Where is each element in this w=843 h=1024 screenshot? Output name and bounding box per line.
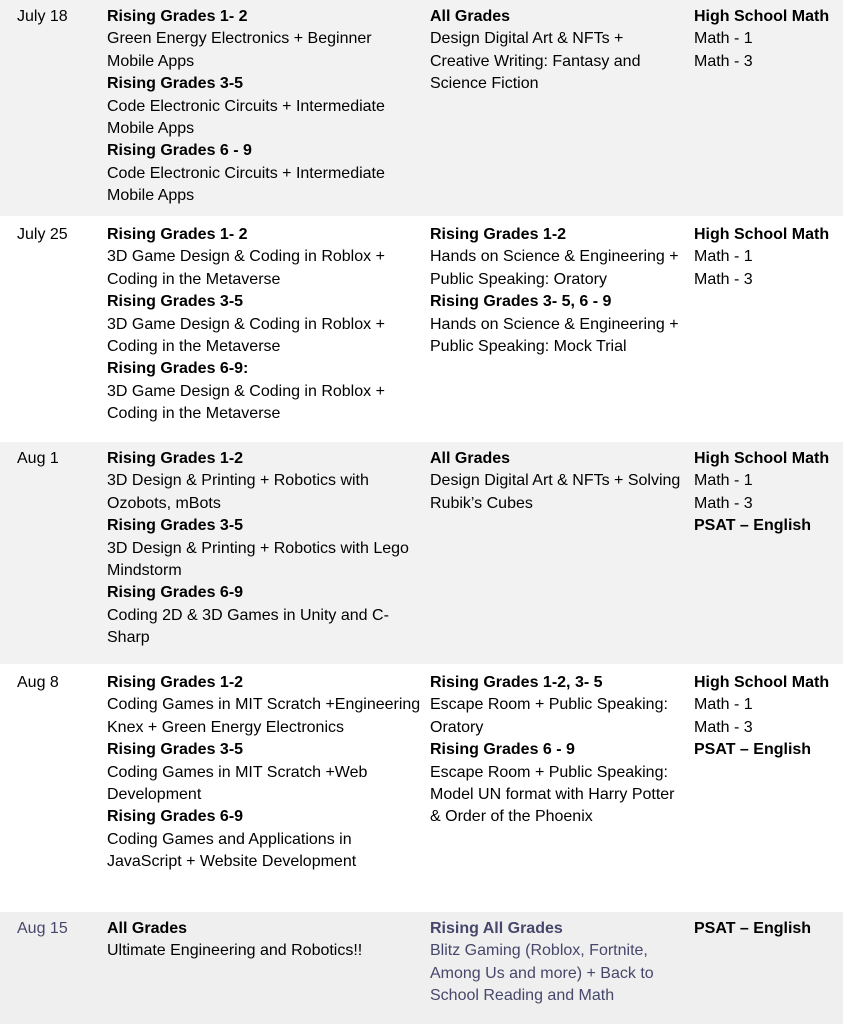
column-b (430, 0, 694, 216)
group-heading: All Grades (107, 920, 188, 937)
course-text: 3D Design & Printing + Robotics with Ozobots, mBots (107, 472, 369, 512)
schedule-row-july-18 (0, 0, 843, 218)
course-text: 3D Design & Printing + Robotics with Lego Mindstorm (107, 539, 409, 580)
group-heading: PSAT – English (694, 517, 812, 535)
group-heading: Rising Grades 6-9: (107, 360, 249, 378)
group-heading: High School Math (694, 450, 830, 467)
course-text: Escape Room + Public Speaking: Oratory (430, 696, 668, 736)
group-heading: Rising Grades 6-9 (107, 584, 244, 602)
group-heading: Rising Grades 1-2 (107, 450, 244, 467)
group-heading: PSAT – English (694, 920, 812, 937)
column-c (694, 442, 843, 664)
course-text: Coding 2D & 3D Games in Unity and C-Sharp (107, 606, 389, 647)
course-text: Green Energy Electronics + Beginner Mobile Apps (107, 30, 372, 70)
column-b (430, 912, 694, 1024)
schedule-row-july-25 (0, 218, 843, 442)
week-date (0, 0, 107, 216)
course-line: Math - 3 (694, 718, 753, 736)
column-a (107, 0, 430, 216)
column-c (694, 218, 843, 440)
group-heading: Rising Grades 1- 2 (107, 8, 248, 25)
column-a (107, 442, 430, 664)
column-b (430, 442, 694, 664)
week-date-text: Aug 8 (17, 674, 59, 691)
column-b (430, 666, 694, 910)
group-heading: Rising Grades 6 - 9 (107, 142, 252, 160)
course-text: Ultimate Engineering and Robotics!! (107, 942, 363, 960)
schedule-row-aug-8 (0, 666, 843, 912)
column-c (694, 912, 843, 1024)
course-text: 3D Game Design & Coding in Roblox + Coding in the Metaverse (107, 248, 385, 288)
course-line: Math - 1 (694, 30, 753, 48)
week-date-text: July 18 (17, 8, 68, 25)
course-text: 3D Game Design & Coding in Roblox + Coding in the Metaverse (107, 382, 385, 423)
course-line: Math - 3 (694, 270, 753, 288)
column-a (107, 912, 430, 1024)
group-heading: Rising Grades 3- 5, 6 - 9 (430, 293, 612, 311)
course-text: Design Digital Art & NFTs + Solving Rubik’s Cubes (430, 472, 681, 512)
course-text: Code Electronic Circuits + Intermediate Mobile Apps (107, 164, 385, 205)
group-heading: Rising Grades 1- 2 (107, 226, 248, 243)
week-date (0, 218, 107, 440)
schedule-row-aug-15 (0, 912, 843, 1024)
course-text: Coding Games and Applications in JavaScript + Website Development (107, 830, 357, 871)
group-heading: All Grades (430, 450, 511, 467)
course-text: Hands on Science & Engineering + Public Speaking: Mock Trial (430, 315, 679, 356)
group-heading: All Grades (430, 8, 511, 25)
column-a (107, 666, 430, 910)
course-line: Math - 1 (694, 248, 753, 266)
group-heading: High School Math (694, 674, 830, 691)
group-heading: Rising Grades 1-2, 3- 5 (430, 674, 603, 691)
group-heading: High School Math (694, 8, 830, 25)
schedule-row-aug-1 (0, 442, 843, 666)
week-date (0, 666, 107, 910)
course-text: 3D Game Design & Coding in Roblox + Coding in the Metaverse (107, 315, 385, 356)
course-line: Math - 3 (694, 52, 753, 70)
group-heading: Rising All Grades (430, 920, 563, 937)
course-line: Math - 1 (694, 696, 753, 714)
course-text: Escape Room + Public Speaking: Model UN format with Harry Potter & Order of the Phoenix (430, 763, 675, 826)
column-a (107, 218, 430, 440)
group-heading: Rising Grades 3-5 (107, 517, 244, 535)
week-date (0, 442, 107, 664)
group-heading: Rising Grades 6 - 9 (430, 741, 575, 759)
course-text: Blitz Gaming (Roblox, Fortnite, Among Us and more) + Back to School Reading and Math (430, 942, 654, 1005)
group-heading: Rising Grades 6-9 (107, 808, 244, 826)
group-heading: PSAT – English (694, 741, 812, 759)
course-text: Code Electronic Circuits + Intermediate Mobile Apps (107, 97, 385, 138)
course-text: Hands on Science & Engineering + Public Speaking: Oratory (430, 248, 679, 288)
group-heading: Rising Grades 3-5 (107, 293, 244, 311)
week-date (0, 912, 107, 1024)
group-heading: Rising Grades 1-2 (107, 674, 244, 691)
week-date-text: Aug 1 (17, 450, 59, 467)
course-text: Coding Games in MIT Scratch +Engineering Knex + Green Energy Electronics (107, 696, 421, 736)
course-text: Design Digital Art & NFTs + Creative Writing: Fantasy and Science Fiction (430, 30, 641, 93)
course-text: Coding Games in MIT Scratch +Web Development (107, 763, 368, 804)
column-c (694, 666, 843, 910)
week-date-text: July 25 (17, 226, 68, 243)
course-line: Math - 1 (694, 472, 753, 490)
group-heading: Rising Grades 3-5 (107, 75, 244, 93)
column-b (430, 218, 694, 440)
group-heading: Rising Grades 1-2 (430, 226, 567, 243)
course-line: Math - 3 (694, 494, 753, 512)
group-heading: Rising Grades 3-5 (107, 741, 244, 759)
group-heading: High School Math (694, 226, 830, 243)
week-date-text: Aug 15 (17, 920, 68, 937)
column-c (694, 0, 843, 216)
